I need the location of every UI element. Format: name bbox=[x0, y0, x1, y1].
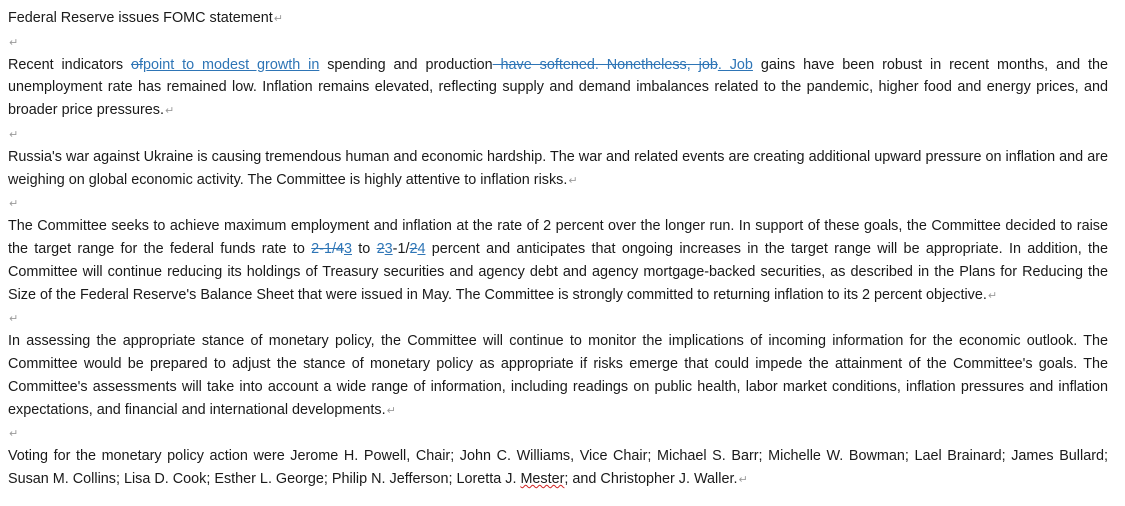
paragraph-mark-icon: ↵ bbox=[9, 128, 19, 141]
paragraph-economic-indicators bbox=[8, 54, 1108, 123]
paragraph-mark-icon: ↵ bbox=[738, 473, 748, 486]
paragraph-mark-icon: ↵ bbox=[9, 198, 19, 211]
paragraph-mark-icon: ↵ bbox=[987, 289, 998, 302]
text-run: The Committee seeks to achieve maximum employment and inflation at the rate of 2 percent over the longer run. In support of these goals, the Committee decided to raise the target range for the federal funds rate to bbox=[8, 218, 1108, 257]
text-run: Recent indicators bbox=[8, 56, 131, 73]
empty-paragraph bbox=[8, 307, 1108, 330]
tracked-deletion[interactable]: of bbox=[130, 56, 143, 73]
paragraph-mark-icon: ↵ bbox=[9, 428, 19, 441]
text-run: gains have been robust in recent months, and the unemployment rate has remained low. Inflation remains elevated, reflecting supply and demand imbalances related to the pandemic, higher food and energy prices, and broader price pressures. bbox=[8, 56, 1108, 119]
empty-paragraph bbox=[8, 422, 1108, 445]
empty-paragraph bbox=[8, 123, 1108, 146]
paragraph-voting bbox=[8, 445, 1108, 492]
paragraph-mark-icon: ↵ bbox=[9, 36, 19, 49]
paragraph-policy-decision bbox=[8, 215, 1108, 307]
tracked-insertion[interactable]: . Job bbox=[717, 56, 753, 73]
text-run: -1/ bbox=[392, 240, 410, 257]
text-run: ; and Christopher J. Waller. bbox=[564, 470, 738, 487]
text-run: to bbox=[352, 240, 377, 257]
spellcheck-flagged-word[interactable]: Mester bbox=[520, 470, 565, 487]
paragraph-mark-icon: ↵ bbox=[386, 404, 396, 417]
empty-paragraph bbox=[8, 31, 1108, 54]
paragraph-mark-icon: ↵ bbox=[273, 13, 283, 25]
title-text: Federal Reserve issues FOMC statement bbox=[8, 10, 273, 26]
tracked-insertion[interactable]: 3 bbox=[384, 240, 393, 257]
tracked-insertion[interactable]: 3 bbox=[343, 240, 352, 257]
text-run: Voting for the monetary policy action were Jerome H. Powell, Chair; John C. Williams, Vice Chair; Michael S. Barr; Michelle W. Bowman; Lael Brainard; James Bullard; Susan M. Collins; Lisa D. Cook; Esther L. George; Philip N. Jefferson; Loretta J. bbox=[8, 448, 1108, 487]
empty-paragraph bbox=[8, 192, 1108, 215]
tracked-insertion[interactable]: point to modest growth in bbox=[142, 56, 320, 73]
text-run: In assessing the appropriate stance of monetary policy, the Committee will continue to monitor the implications of incoming information for the economic outlook. The Committee would be prepared to adjust the stance of monetary policy as appropriate if risks emerge that could impede the attainment of the Committee's goals. The Committee's assessments will take into account a wide range of information, including readings on public health, labor market conditions, inflation pressures and inflation expectations, and financial and international developments. bbox=[8, 333, 1108, 418]
tracked-insertion[interactable]: 4 bbox=[417, 240, 426, 257]
paragraph-mark-icon: ↵ bbox=[9, 313, 19, 326]
paragraph-mark-icon: ↵ bbox=[568, 174, 578, 187]
paragraph-mark-icon: ↵ bbox=[164, 105, 175, 118]
tracked-deletion[interactable]: have softened. Nonetheless, job bbox=[492, 56, 718, 73]
text-run: percent and anticipates that ongoing increases in the target range will be appropriate. In addition, the Committee will continue reducing its holdings of Treasury securities and agency debt and agency mortgage-backed securities, as described in the Plans for Reducing the Size of the Federal Reserve's Balance Sheet that were issued in May. The Committee is strongly committed to returning inflation to its 2 percent objective. bbox=[8, 240, 1109, 303]
paragraph-policy-stance bbox=[8, 330, 1108, 422]
tracked-deletion[interactable]: 2-1/4 bbox=[311, 240, 344, 257]
text-run: spending and production bbox=[319, 56, 493, 73]
paragraph-ukraine bbox=[8, 146, 1108, 193]
tracked-deletion[interactable]: 2 bbox=[376, 240, 385, 257]
tracked-deletion[interactable]: 2 bbox=[409, 240, 418, 257]
text-run: Russia's war against Ukraine is causing tremendous human and economic hardship. The war and related events are creating additional upward pressure on inflation and are weighing on global economic activity. The Committee is highly attentive to inflation risks. bbox=[8, 148, 1108, 188]
document-body[interactable] bbox=[8, 7, 1108, 492]
document-title bbox=[8, 7, 1108, 31]
